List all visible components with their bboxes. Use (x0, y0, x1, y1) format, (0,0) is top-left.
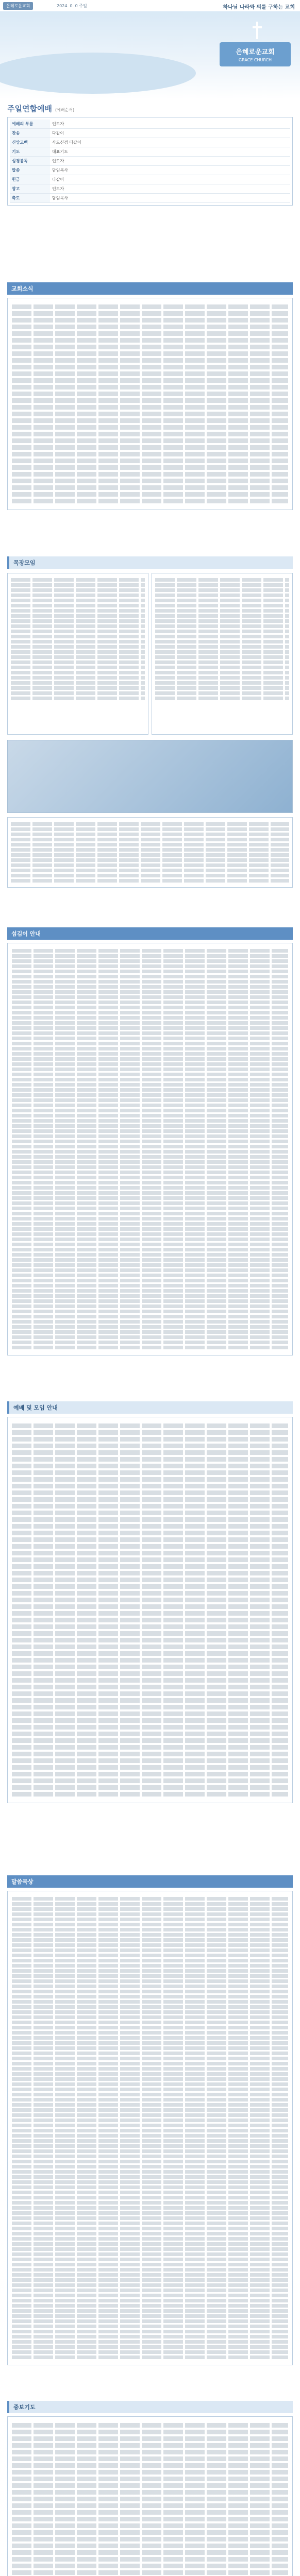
news-body (7, 298, 293, 510)
top-bar (0, 0, 300, 12)
meditation-title: 말씀묵상 (7, 1875, 293, 1888)
church-motto: 하나님 나라와 의를 구하는 교회 (223, 5, 295, 10)
servants-section (0, 927, 300, 1391)
news-title: 교회소식 (7, 282, 293, 295)
cross-icon (253, 22, 262, 39)
small-group-title: 목장모임 (7, 556, 293, 569)
news-section (0, 282, 300, 550)
small-group-section (0, 556, 300, 917)
prayer-section (0, 2401, 300, 2576)
meetings-section (0, 1401, 300, 1865)
worship-section (0, 101, 300, 276)
hero-illustration (0, 53, 196, 94)
hero-banner (0, 11, 300, 99)
servants-title: 섬김이 안내 (7, 927, 293, 940)
worship-title: 주일연합예배 (예배순서) (7, 104, 75, 113)
worship-table: 예배의 부름 인도자 찬송 다같이 신앙고백 사도신경 다같이 기도 대표기도 성경봉독 인도자 말씀 담임목사 헌금 다같이 광고 인도자 축도 담임목사 (10, 120, 290, 203)
bulletin-date: 2024. 0. 0 주일 (57, 4, 87, 8)
group-photo (7, 740, 293, 813)
meetings-title: 예배 및 모임 안내 (7, 1401, 293, 1414)
church-brand: 은혜로운교회 GRACE CHURCH (220, 42, 291, 66)
prayer-title: 중보기도 (7, 2401, 293, 2413)
meditation-section (0, 1875, 300, 2391)
church-label: 은혜로운교회 (3, 2, 33, 10)
